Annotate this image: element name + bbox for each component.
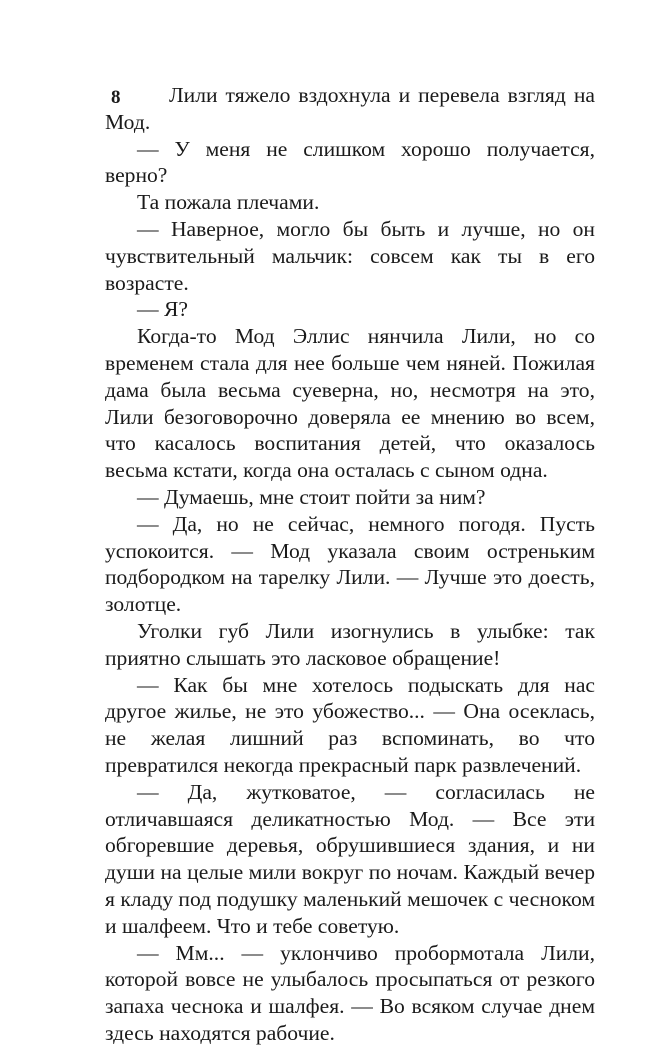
paragraph: — Я? (137, 297, 188, 322)
paragraph: Лили тяжело вздохнула и перевела взгляд на Мод. (105, 83, 595, 134)
paragraph: Когда-то Мод Эллис нянчила Лили, но со временем стала для нее больше чем няней. Пожилая дама была весьма суеверна, но, несмотря на это, Лили безоговорочно доверяла ее мнению во всем, что касалось воспитания детей, что оказалось весьма кстати, когда она осталась с сыном одна. (105, 324, 595, 483)
paragraph: — Как бы мне хотелось подыскать для нас другое жилье, не это убожество... — Она осеклась, не желая лишний раз вспоминать, во что превратился некогда прекрасный парк развлечений. (105, 672, 595, 777)
paragraph: — Думаешь, мне стоит пойти за ним? (137, 484, 486, 509)
paragraph: — У меня не слишком хорошо получается, верно? (105, 136, 595, 188)
paragraph: — Да, жутковатое, — согласилась не отличавшаяся деликатностью Мод. — Все эти обгоревшие деревья, обрушившиеся здания, и ни души на целые мили вокруг по ночам. Каждый вечер я кладу под подушку маленький мешочек с чесноком и шалфеем. Что и тебе советую. (105, 779, 595, 938)
paragraph: — Наверное, могло бы быть и лучше, но он чувствительный мальчик: совсем как ты в его возрасте. (105, 216, 595, 295)
body-text (105, 82, 595, 1047)
paragraph: Уголки губ Лили изогнулись в улыбке: так приятно слышать это ласковое обращение! (105, 618, 595, 670)
paragraph: — Да, но не сейчас, немного погодя. Пусть успокоится. — Мод указала своим остреньким подбородком на тарелку Лили. — Лучше это доесть, золотце. (105, 511, 595, 617)
page-number: 8 (111, 87, 121, 108)
paragraph: Та пожала плечами. (137, 190, 320, 215)
paragraph: — Мм... — уклончиво пробормотала Лили, которой вовсе не улыбалось просыпаться от резкого запаха чеснока и шалфея. — Во всяком случае днем здесь находятся рабочие. (105, 940, 595, 1045)
